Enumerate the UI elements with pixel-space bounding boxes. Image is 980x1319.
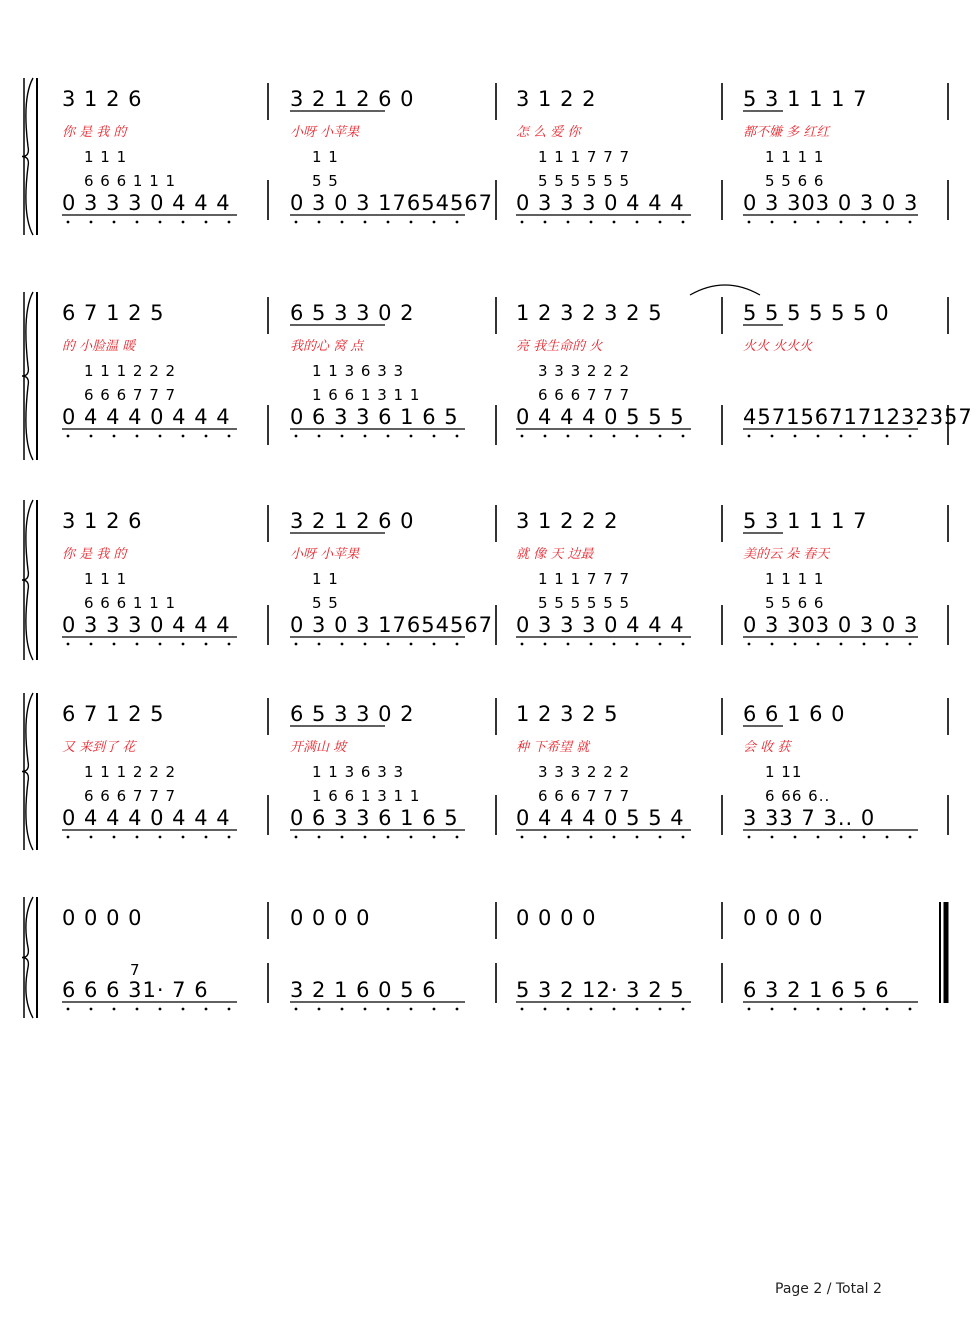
octave-dot	[840, 1008, 843, 1011]
octave-dot	[410, 836, 413, 839]
octave-dot	[840, 643, 843, 646]
octave-dot	[886, 1008, 889, 1011]
octave-dot	[182, 221, 185, 224]
octave-dot	[636, 1008, 639, 1011]
octave-dot	[67, 435, 70, 438]
octave-dot	[90, 435, 93, 438]
octave-dot	[136, 836, 139, 839]
bass-measure: 0 4 4 4 0 5 5 4	[516, 806, 685, 830]
octave-dot	[590, 221, 593, 224]
chord-upper: 3 3 3 2 2 2	[538, 362, 631, 380]
octave-dot	[228, 643, 231, 646]
octave-dot	[387, 643, 390, 646]
octave-dot	[67, 836, 70, 839]
octave-dot	[682, 435, 685, 438]
octave-dot	[659, 836, 662, 839]
octave-dot	[748, 836, 751, 839]
bass-measure: 0 3 3 3 0 4 4 4	[62, 613, 231, 637]
octave-dot	[567, 836, 570, 839]
bass-measure: 4571567171232357	[743, 405, 973, 429]
octave-dot	[182, 836, 185, 839]
octave-dot	[341, 836, 344, 839]
bass-measure: 6 3 2 1 6 5 6	[743, 978, 890, 1002]
octave-dot	[613, 1008, 616, 1011]
lyric-measure: 小呀 小苹果	[290, 547, 360, 562]
lyric-measure: 你 是 我 的	[62, 125, 127, 140]
bass-measure: 0 4 4 4 0 4 4 4	[62, 806, 231, 830]
chord-middle: 5 5 5 5 5 5	[538, 172, 631, 190]
octave-dot	[433, 1008, 436, 1011]
octave-dot	[136, 435, 139, 438]
melody-measure: 6 7 1 2 5	[62, 702, 165, 726]
lyric-measure: 开满山 坡	[290, 740, 347, 755]
melody-measure: 3 2 1 2 6 0	[290, 87, 415, 111]
chord-upper: 1 1 3 6 3 3	[312, 362, 405, 380]
bass-measure: 0 6 3 3 6 1 6 5	[290, 806, 459, 830]
tie-arc	[690, 285, 760, 295]
melody-measure: 1 2 3 2 5	[516, 702, 619, 726]
octave-dot	[863, 221, 866, 224]
bass-measure: 0 3 303 0 3 0 3	[743, 191, 919, 215]
chord-middle: 6 6 6 7 7 7	[84, 386, 177, 404]
lyric-measure: 都不嫌 多 红红	[743, 125, 830, 140]
octave-dot	[567, 1008, 570, 1011]
octave-dot	[433, 836, 436, 839]
bass-measure: 0 6 3 3 6 1 6 5	[290, 405, 459, 429]
melody-measure: 3 1 2 6	[62, 509, 143, 533]
octave-dot	[544, 435, 547, 438]
melody-measure: 3 1 2 2	[516, 87, 597, 111]
octave-dot	[410, 435, 413, 438]
octave-dot	[817, 435, 820, 438]
octave-dot	[817, 836, 820, 839]
melody-measure: 0 0 0 0	[62, 906, 143, 930]
bass-measure: 0 3 3 3 0 4 4 4	[516, 191, 685, 215]
octave-dot	[456, 435, 459, 438]
octave-dot	[909, 643, 912, 646]
octave-dot	[682, 643, 685, 646]
octave-dot	[341, 643, 344, 646]
octave-dot	[521, 221, 524, 224]
octave-dot	[136, 1008, 139, 1011]
octave-dot	[410, 643, 413, 646]
chord-upper: 1 1 1	[84, 148, 128, 166]
octave-dot	[295, 836, 298, 839]
octave-dot	[909, 836, 912, 839]
octave-dot	[909, 221, 912, 224]
octave-dot	[682, 1008, 685, 1011]
octave-dot	[794, 1008, 797, 1011]
octave-dot	[682, 221, 685, 224]
octave-dot	[410, 1008, 413, 1011]
octave-dot	[387, 1008, 390, 1011]
chord-upper: 1 1 1 7 7 7	[538, 148, 631, 166]
octave-dot	[863, 643, 866, 646]
octave-dot	[295, 643, 298, 646]
melody-measure: 3 2 1 2 6 0	[290, 509, 415, 533]
chord-upper: 1 1 1 2 2 2	[84, 763, 177, 781]
octave-dot	[364, 435, 367, 438]
octave-dot	[341, 435, 344, 438]
octave-dot	[364, 1008, 367, 1011]
chord-upper: 3 3 3 2 2 2	[538, 763, 631, 781]
octave-dot	[159, 435, 162, 438]
octave-dot	[636, 836, 639, 839]
octave-dot	[136, 643, 139, 646]
octave-dot	[863, 1008, 866, 1011]
octave-dot	[613, 221, 616, 224]
octave-dot	[794, 221, 797, 224]
octave-dot	[544, 1008, 547, 1011]
octave-dot	[659, 1008, 662, 1011]
octave-dot	[136, 221, 139, 224]
chord-middle: 6 6 6 1 1 1	[84, 594, 177, 612]
octave-dot	[613, 643, 616, 646]
lyric-measure: 的 小脸温 暖	[62, 339, 136, 354]
octave-dot	[590, 643, 593, 646]
octave-dot	[205, 221, 208, 224]
melody-measure: 1 2 3 2 3 2 5	[516, 301, 663, 325]
lyric-measure: 小呀 小苹果	[290, 125, 360, 140]
octave-dot	[228, 836, 231, 839]
octave-dot	[886, 221, 889, 224]
octave-dot	[682, 836, 685, 839]
octave-dot	[433, 643, 436, 646]
lyric-measure: 你 是 我 的	[62, 547, 127, 562]
bass-measure: 0 3 0 3 17654567	[290, 191, 494, 215]
octave-dot	[295, 1008, 298, 1011]
bass-measure: 0 3 3 3 0 4 4 4	[62, 191, 231, 215]
bass-measure: 0 3 3 3 0 4 4 4	[516, 613, 685, 637]
chord-upper: 1 1 1 7 7 7	[538, 570, 631, 588]
chord-middle: 5 5 5 5 5 5	[538, 594, 631, 612]
melody-measure: 5 5 5 5 5 5 0	[743, 301, 890, 325]
octave-dot	[544, 836, 547, 839]
octave-dot	[521, 836, 524, 839]
chord-middle: 6 66 6..	[765, 787, 831, 805]
octave-dot	[771, 836, 774, 839]
octave-dot	[771, 435, 774, 438]
chord-middle: 5 5	[312, 594, 339, 612]
octave-dot	[886, 836, 889, 839]
octave-dot	[567, 221, 570, 224]
octave-dot	[748, 221, 751, 224]
octave-dot	[456, 221, 459, 224]
octave-dot	[636, 435, 639, 438]
octave-dot	[456, 643, 459, 646]
melody-measure: 3 1 2 2 2	[516, 509, 619, 533]
octave-dot	[659, 643, 662, 646]
octave-dot	[90, 221, 93, 224]
octave-dot	[159, 836, 162, 839]
octave-dot	[228, 1008, 231, 1011]
octave-dot	[567, 643, 570, 646]
melody-measure: 5 3 1 1 1 7	[743, 509, 868, 533]
page-footer: Page 2 / Total 2	[775, 1281, 882, 1297]
lyric-measure: 我的心 窝 点	[290, 339, 364, 354]
octave-dot	[318, 643, 321, 646]
octave-dot	[113, 1008, 116, 1011]
octave-dot	[67, 643, 70, 646]
octave-dot	[771, 643, 774, 646]
octave-dot	[205, 435, 208, 438]
melody-measure: 6 6 1 6 0	[743, 702, 846, 726]
bass-measure: 3 2 1 6 0 5 6	[290, 978, 437, 1002]
melody-measure: 6 7 1 2 5	[62, 301, 165, 325]
octave-dot	[886, 435, 889, 438]
octave-dot	[748, 435, 751, 438]
octave-dot	[387, 221, 390, 224]
melody-measure: 6 5 3 3 0 2	[290, 702, 415, 726]
octave-dot	[590, 435, 593, 438]
octave-dot	[659, 221, 662, 224]
octave-dot	[433, 435, 436, 438]
octave-dot	[159, 221, 162, 224]
chord-middle: 6 6 6 7 7 7	[538, 386, 631, 404]
octave-dot	[159, 643, 162, 646]
chord-middle: 5 5 6 6	[765, 172, 825, 190]
octave-dot	[909, 435, 912, 438]
octave-dot	[817, 221, 820, 224]
octave-dot	[794, 836, 797, 839]
chord-middle: 5 5	[312, 172, 339, 190]
octave-dot	[67, 221, 70, 224]
bass-measure: 6 6 6 31· 7 6	[62, 978, 209, 1002]
melody-measure: 6 5 3 3 0 2	[290, 301, 415, 325]
lyric-measure: 怎 么 爱 你	[516, 125, 581, 140]
octave-dot	[590, 836, 593, 839]
octave-dot	[433, 221, 436, 224]
octave-dot	[295, 221, 298, 224]
chord-upper: 1 1 1	[84, 570, 128, 588]
octave-dot	[182, 1008, 185, 1011]
bass-upper-note: 7	[130, 961, 141, 979]
octave-dot	[387, 836, 390, 839]
octave-dot	[771, 1008, 774, 1011]
octave-dot	[205, 1008, 208, 1011]
octave-dot	[748, 643, 751, 646]
octave-dot	[228, 221, 231, 224]
octave-dot	[613, 836, 616, 839]
bass-measure: 0 4 4 4 0 5 5 5	[516, 405, 685, 429]
octave-dot	[90, 836, 93, 839]
octave-dot	[90, 643, 93, 646]
octave-dot	[182, 643, 185, 646]
octave-dot	[521, 435, 524, 438]
octave-dot	[456, 1008, 459, 1011]
octave-dot	[341, 221, 344, 224]
melody-measure: 0 0 0 0	[743, 906, 824, 930]
bass-measure: 3 33 7 3.. 0	[743, 806, 876, 830]
octave-dot	[387, 435, 390, 438]
chord-upper: 1 1	[312, 570, 339, 588]
octave-dot	[318, 221, 321, 224]
octave-dot	[410, 221, 413, 224]
bass-measure: 0 3 0 3 17654567	[290, 613, 494, 637]
bass-measure: 5 3 2 12· 3 2 5	[516, 978, 685, 1002]
octave-dot	[182, 435, 185, 438]
octave-dot	[590, 1008, 593, 1011]
chord-middle: 1 6 6 1 3 1 1	[312, 386, 421, 404]
octave-dot	[544, 221, 547, 224]
chord-upper: 1 1 1 1	[765, 570, 825, 588]
octave-dot	[67, 1008, 70, 1011]
octave-dot	[817, 1008, 820, 1011]
chord-upper: 1 1 3 6 3 3	[312, 763, 405, 781]
octave-dot	[113, 643, 116, 646]
chord-upper: 1 1 1 2 2 2	[84, 362, 177, 380]
lyric-measure: 亮 我生命的 火	[516, 339, 603, 354]
octave-dot	[748, 1008, 751, 1011]
octave-dot	[863, 435, 866, 438]
chord-middle: 6 6 6 1 1 1	[84, 172, 177, 190]
octave-dot	[205, 836, 208, 839]
chord-middle: 5 5 6 6	[765, 594, 825, 612]
octave-dot	[90, 1008, 93, 1011]
octave-dot	[113, 435, 116, 438]
octave-dot	[205, 643, 208, 646]
melody-measure: 5 3 1 1 1 7	[743, 87, 868, 111]
octave-dot	[544, 643, 547, 646]
chord-upper: 1 1 1 1	[765, 148, 825, 166]
octave-dot	[659, 435, 662, 438]
chord-middle: 6 6 6 7 7 7	[84, 787, 177, 805]
octave-dot	[636, 643, 639, 646]
octave-dot	[456, 836, 459, 839]
octave-dot	[613, 435, 616, 438]
octave-dot	[886, 643, 889, 646]
octave-dot	[341, 1008, 344, 1011]
octave-dot	[228, 435, 231, 438]
octave-dot	[318, 1008, 321, 1011]
chord-upper: 1 1	[312, 148, 339, 166]
octave-dot	[295, 435, 298, 438]
octave-dot	[636, 221, 639, 224]
melody-measure: 3 1 2 6	[62, 87, 143, 111]
octave-dot	[817, 643, 820, 646]
octave-dot	[771, 221, 774, 224]
octave-dot	[840, 836, 843, 839]
octave-dot	[794, 435, 797, 438]
octave-dot	[159, 1008, 162, 1011]
lyric-measure: 种 下希望 就	[516, 740, 590, 755]
octave-dot	[909, 1008, 912, 1011]
octave-dot	[840, 435, 843, 438]
lyric-measure: 就 像 天 边最	[516, 547, 594, 562]
bass-measure: 0 4 4 4 0 4 4 4	[62, 405, 231, 429]
chord-upper: 1 11	[765, 763, 803, 781]
octave-dot	[364, 643, 367, 646]
lyric-measure: 美的云 朵 春天	[743, 547, 830, 562]
octave-dot	[113, 836, 116, 839]
octave-dot	[521, 1008, 524, 1011]
octave-dot	[364, 836, 367, 839]
lyric-measure: 火火 火火火	[743, 339, 813, 354]
octave-dot	[318, 435, 321, 438]
octave-dot	[364, 221, 367, 224]
chord-middle: 6 6 6 7 7 7	[538, 787, 631, 805]
octave-dot	[521, 643, 524, 646]
lyric-measure: 会 收 获	[743, 740, 791, 755]
octave-dot	[567, 435, 570, 438]
octave-dot	[113, 221, 116, 224]
melody-measure: 0 0 0 0	[290, 906, 371, 930]
octave-dot	[863, 836, 866, 839]
lyric-measure: 又 来到了 花	[62, 740, 136, 755]
melody-measure: 0 0 0 0	[516, 906, 597, 930]
bass-measure: 0 3 303 0 3 0 3	[743, 613, 919, 637]
octave-dot	[794, 643, 797, 646]
chord-middle: 1 6 6 1 3 1 1	[312, 787, 421, 805]
octave-dot	[840, 221, 843, 224]
octave-dot	[318, 836, 321, 839]
